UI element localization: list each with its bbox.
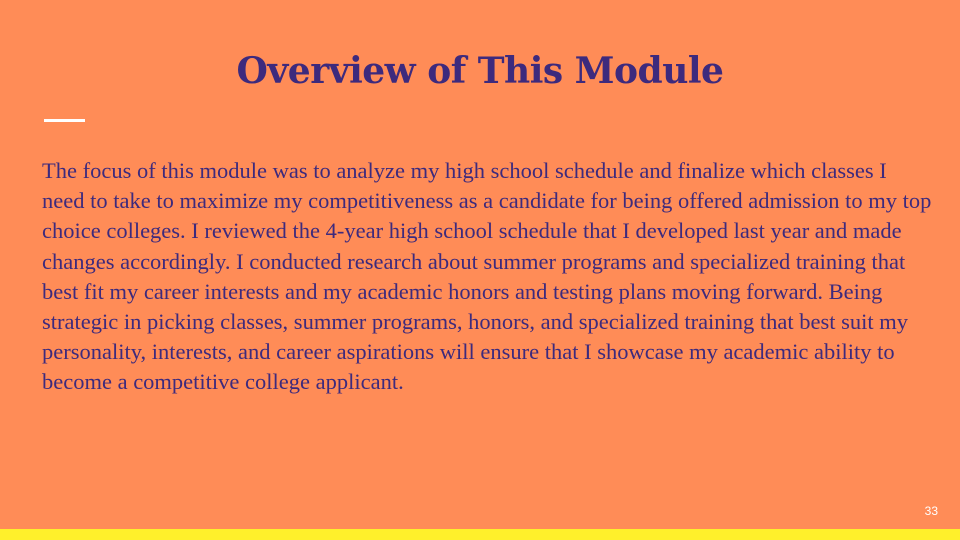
- bottom-accent-bar: [0, 529, 960, 540]
- slide-title: Overview of This Module: [236, 50, 724, 92]
- slide-body-text: The focus of this module was to analyze my high school schedule and finalize which classes I need to take to maximize my competitiveness as a candidate for being offered admission to my top choice colleges. I reviewed the 4-year high school schedule that I developed last year and made changes accordingly. I conducted research about summer programs and specialized training that best fit my career interests and my academic honors and testing plans moving forward. Being strategic in picking classes, summer programs, honors, and specialized training that best suit my personality, interests, and career aspirations will ensure that I showcase my academic ability to become a competitive college applicant.: [42, 158, 932, 395]
- accent-divider: [44, 119, 85, 122]
- page-number: 33: [924, 504, 938, 518]
